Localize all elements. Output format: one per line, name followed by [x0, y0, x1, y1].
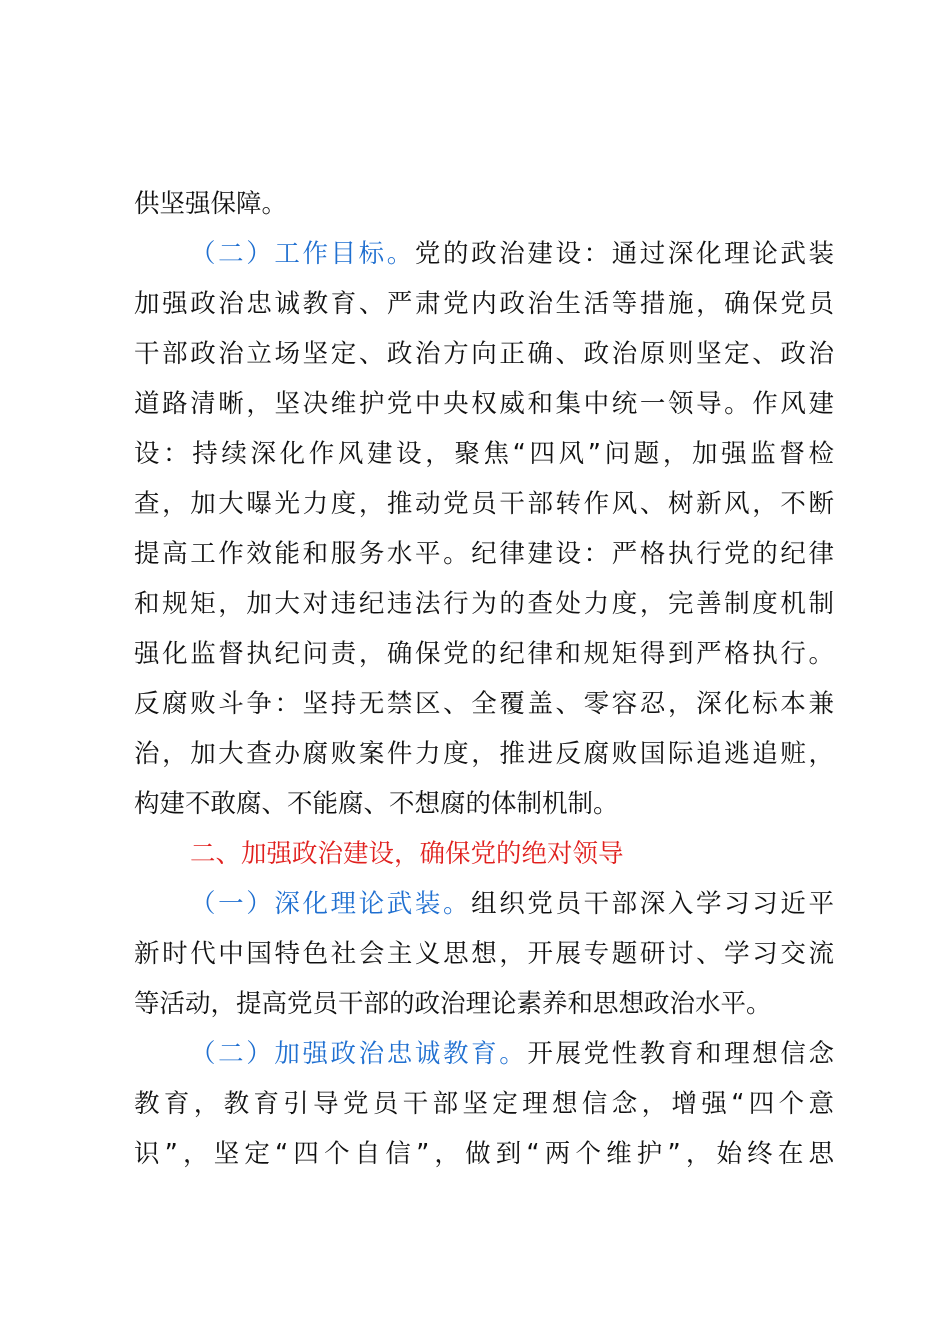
text-line: 识”，坚定“四个自信”，做到“两个维护”，始终在思 — [134, 1139, 834, 1169]
text-line: （二）工作目标。党的政治建设：通过深化理论武装 — [190, 239, 834, 269]
text-line: 干部政治立场坚定、政治方向正确、政治原则坚定、政治 — [134, 339, 834, 369]
text-line: （一）深化理论武装。组织党员干部深入学习习近平 — [190, 889, 834, 919]
text-line: 治，加大查办腐败案件力度，推进反腐败国际追逃追赃， — [134, 739, 834, 769]
text-line: 道路清晰，坚决维护党中央权威和集中统一领导。作风建 — [134, 389, 834, 419]
chapter-heading: 二、加强政治建设，确保党的绝对领导 — [190, 839, 624, 869]
text-line: 查，加大曝光力度，推动党员干部转作风、树新风，不断 — [134, 489, 834, 519]
text-line: 强化监督执纪问责，确保党的纪律和规矩得到严格执行。 — [134, 639, 834, 669]
section-heading: （二）工作目标。 — [190, 239, 415, 269]
text-line: 供坚强保障。 — [134, 189, 288, 219]
section-heading: （一）深化理论武装。 — [190, 889, 472, 919]
text-line: 提高工作效能和服务水平。纪律建设：严格执行党的纪律 — [134, 539, 834, 569]
text-line: 反腐败斗争：坚持无禁区、全覆盖、零容忍，深化标本兼 — [134, 689, 834, 719]
text-line: 新时代中国特色社会主义思想，开展专题研讨、学习交流 — [134, 939, 834, 969]
text-line: 设：持续深化作风建设，聚焦“四风”问题，加强监督检 — [134, 439, 834, 469]
section-heading: （二）加强政治忠诚教育。 — [190, 1039, 528, 1069]
text-line: 和规矩，加大对违纪违法行为的查处力度，完善制度机制 — [134, 589, 834, 619]
text-line: （二）加强政治忠诚教育。开展党性教育和理想信念 — [190, 1039, 834, 1069]
text-line: 等活动，提高党员干部的政治理论素养和思想政治水平。 — [134, 989, 772, 1019]
text-line: 教育，教育引导党员干部坚定理想信念，增强“四个意 — [134, 1089, 834, 1119]
text-line: 加强政治忠诚教育、严肃党内政治生活等措施，确保党员 — [134, 289, 834, 319]
text-line: 构建不敢腐、不能腐、不想腐的体制机制。 — [134, 789, 619, 819]
